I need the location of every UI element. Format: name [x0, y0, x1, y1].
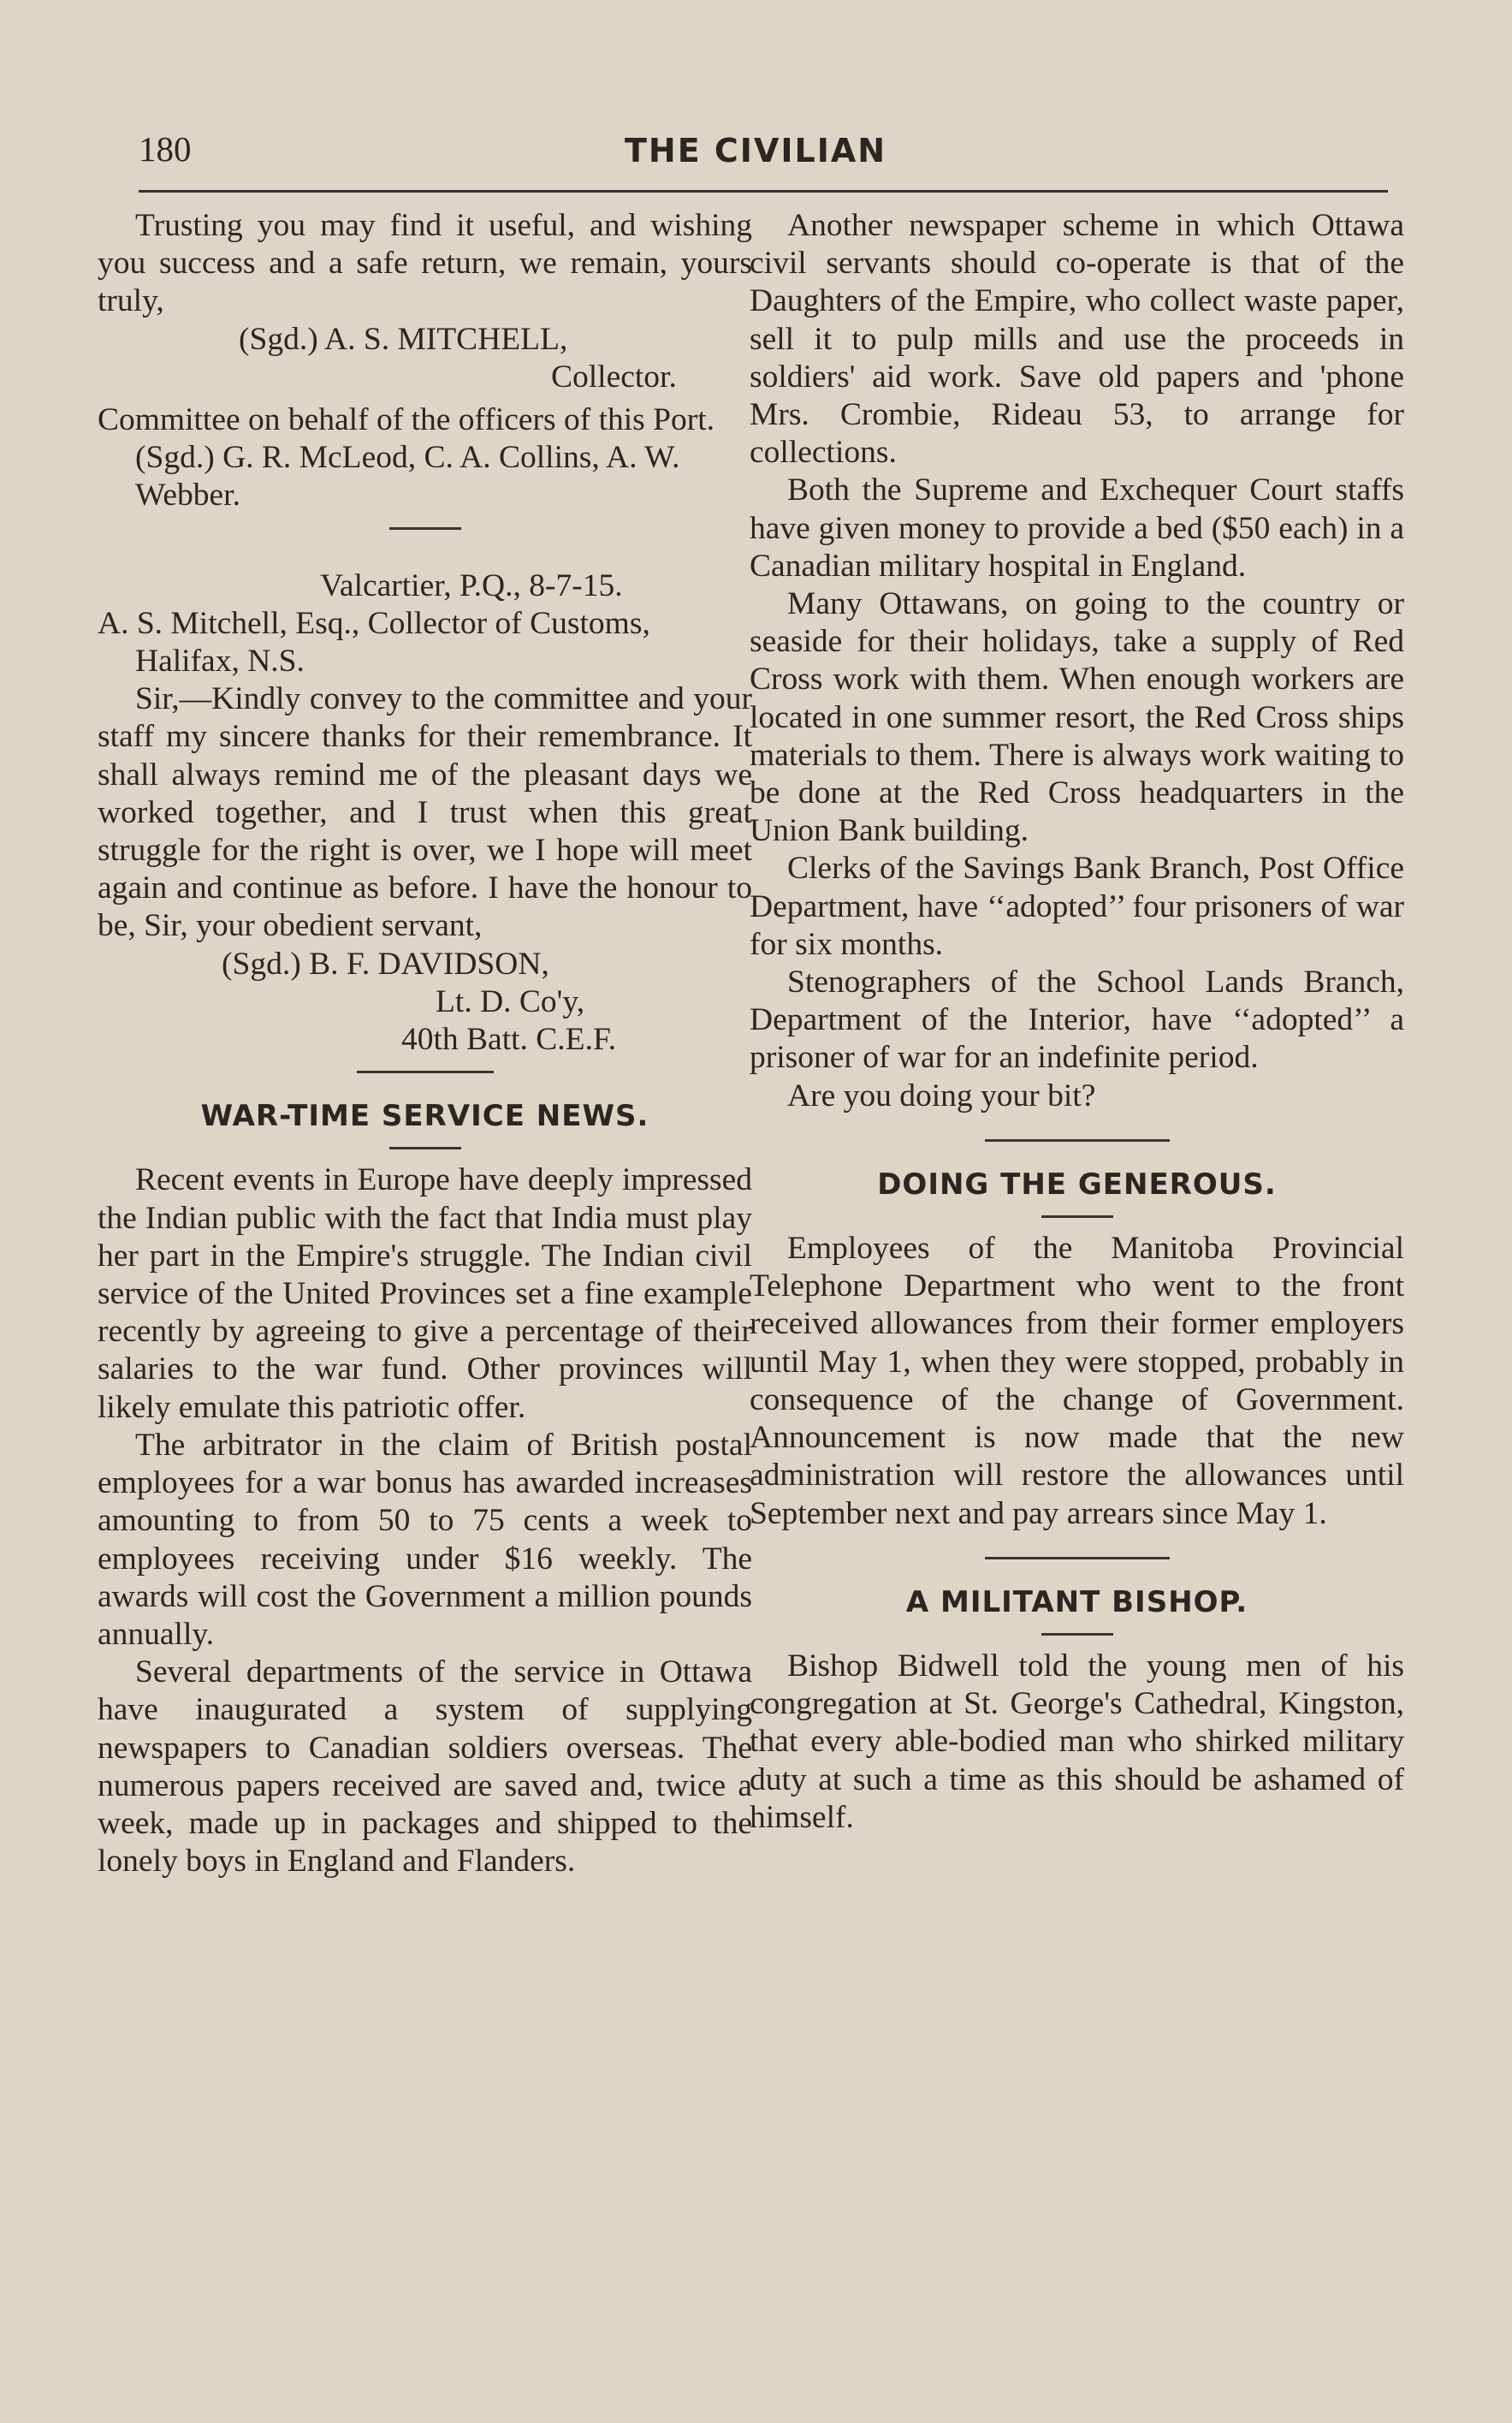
news-item: Several departments of the service in Ottawa have inaugurated a system of supplying newspapers to Canadian soldiers overseas. The numerous papers received are saved and, twice a week, made up in packages and shipped to the lonely boys in England and Flanders.	[98, 1654, 752, 1880]
news-item: Clerks of the Savings Bank Branch, Post Office Department, have ‘‘adopted’’ four prisoners of war for six months.	[750, 851, 1404, 962]
letter-closing: Trusting you may find it useful, and wishing you success and a safe return, we remain, yours truly,	[98, 208, 752, 319]
running-head: THE CIVILIAN	[625, 132, 887, 169]
section-heading: DOING THE GENEROUS.	[877, 1167, 1277, 1202]
letter-address: A. S. Mitchell, Esq., Collector of Customs, Halifax, N.S.	[98, 605, 650, 680]
header-rule	[139, 190, 1388, 193]
left-column	[98, 207, 752, 1880]
signature-name: (Sgd.) A. S. MITCHELL,	[239, 321, 568, 357]
dateline: Valcartier, P.Q., 8-7-15.	[320, 567, 623, 603]
article-body: Employees of the Manitoba Provincial Telephone Department who went to the front received allowances from their former employers until May 1, when they were stopped, probably in consequence of the change of Government. Announcement is now made that the new administration will restore the allowances until September next and pay arrears since May 1.	[750, 1231, 1404, 1531]
article-body: Bishop Bidwell told the young men of his congregation at St. George's Cathedral, Kingston, that every able-bodied man who shirked military duty at such a time as this should be ashamed of himself.	[750, 1648, 1404, 1835]
reply-signature-name: (Sgd.) B. F. DAVIDSON,	[222, 946, 549, 982]
page-number: 180	[139, 129, 192, 169]
news-item: Recent events in Europe have deeply impressed the Indian public with the fact that India must play her part in the Empire's struggle. The Indian civil service of the United Provinces set a fine example recently by agreeing to give a percentage of their salaries to the war fund. Other provinces will likely emulate this patriotic offer.	[98, 1162, 752, 1425]
news-item: Many Ottawans, on going to the country or seaside for their holidays, take a supply of Red Cross work with them. When enough workers are located in one summer resort, the Red Cross ships materials to them. There is always work waiting to be done at the Red Cross headquarters in the Union Bank building.	[750, 586, 1404, 849]
section-heading: WAR-TIME SERVICE NEWS.	[200, 1099, 649, 1134]
news-item: Another newspaper scheme in which Ottawa civil servants should co-operate is that of the Daughters of the Empire, who collect waste paper, sell it to pulp mills and use the proceeds in soldiers' aid work. Save old papers and 'phone Mrs. Crombie, Rideau 53, to arrange for collections.	[750, 208, 1404, 471]
news-item: Are you doing your bit?	[787, 1078, 1096, 1114]
right-column	[750, 207, 1404, 1837]
news-item: Both the Supreme and Exchequer Court staffs have given money to provide a bed ($50 each) in a Canadian military hospital in England.	[750, 472, 1404, 584]
news-item: Stenographers of the School Lands Branch, Department of the Interior, have ‘‘adopted’’ a prisoner of war for an indefinite period.	[750, 965, 1404, 1076]
news-item: The arbitrator in the claim of British postal employees for a war bonus has awarded increases amounting to from 50 to 75 cents a week to employees receiving under $16 weekly. The awards will cost the Government a million pounds annually.	[98, 1427, 752, 1652]
signature-title: Collector.	[551, 359, 677, 395]
reply-signature-rank: Lt. D. Co'y,	[436, 983, 585, 1019]
committee-note: Committee on behalf of the officers of this Port. (Sgd.) G. R. McLeod, C. A. Collins, A. W. Webber.	[98, 402, 715, 514]
separator-rule	[389, 527, 461, 530]
reply-letter: Sir,—Kindly convey to the committee and your staff my sincere thanks for their remembrance. It shall always remind me of the pleasant days we worked together, and I trust when this great struggle for the right is over, we I hope will meet again and continue as before. I have the honour to be, Sir, your obedient servant,	[98, 681, 752, 944]
section-heading: A MILITANT BISHOP.	[905, 1584, 1248, 1619]
reply-signature-unit: 40th Batt. C.E.F.	[401, 1022, 617, 1058]
